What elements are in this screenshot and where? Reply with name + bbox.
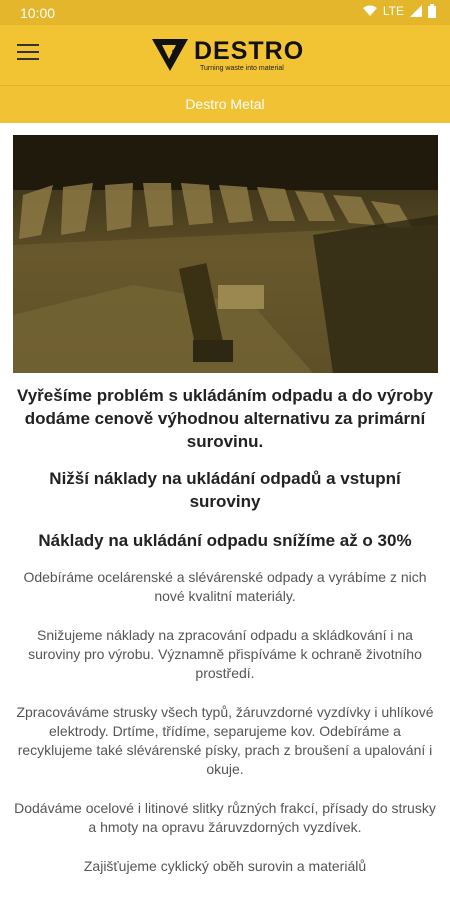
paragraph-processing: Zpracováváme strusky všech typů, žáruvzdorné vyzdívky i uhlíkové elektrody. Drtíme, třídíme, separujeme kov. Odebíráme a recyklujeme také slévárenské písky, prach z broušení a upalování i okuje. [16,704,434,777]
hero-image [13,135,438,373]
paragraph-costs: Snižujeme náklady na zpracování odpadu a skládkování i na suroviny pro výrobu. Významně přispíváme k ochraně životního prostředí. [28,627,422,681]
status-bar [0,0,450,25]
menu-icon[interactable] [17,44,39,60]
menu-button[interactable] [17,44,39,64]
paragraph-waste: Odebíráme ocelárenské a slévárenské odpady a vyrábíme z nich nové kvalitní materiály. [23,569,427,604]
battery-icon [428,4,436,18]
paragraph-cycle: Zajišťujeme cyklický oběh surovin a materiálů [83,858,367,874]
status-time: 10:00 [20,5,56,21]
headline: Vyřešíme problém s ukládáním odpadu a do výroby dodáme cenově výhodnou alternativu za primární surovinu. [17,386,433,451]
wifi-icon [363,5,377,17]
main-content [14,384,436,896]
brand-name: DESTRO [194,37,305,65]
quarry-photo [13,135,438,373]
page-title: Destro Metal [185,96,265,112]
app-bar [0,25,450,85]
paragraph-supply: Dodáváme ocelové i litinové slitky různých frakcí, přísady do strusky a hmoty na opravu žáruvzdorných vyzdívek. [14,800,436,835]
logo-icon [150,37,190,73]
subheadline-savings: Náklady na ukládání odpadu snížíme až o 30% [38,531,412,550]
network-label: LTE [382,4,404,18]
subheadline-costs: Nižší náklady na ukládání odpadů a vstupní suroviny [49,469,401,511]
status-icons [363,4,436,18]
signal-icon [410,5,422,17]
page-title-bar [0,85,450,123]
brand-logo [150,33,304,77]
brand-tagline: Turning waste into material [200,65,284,72]
